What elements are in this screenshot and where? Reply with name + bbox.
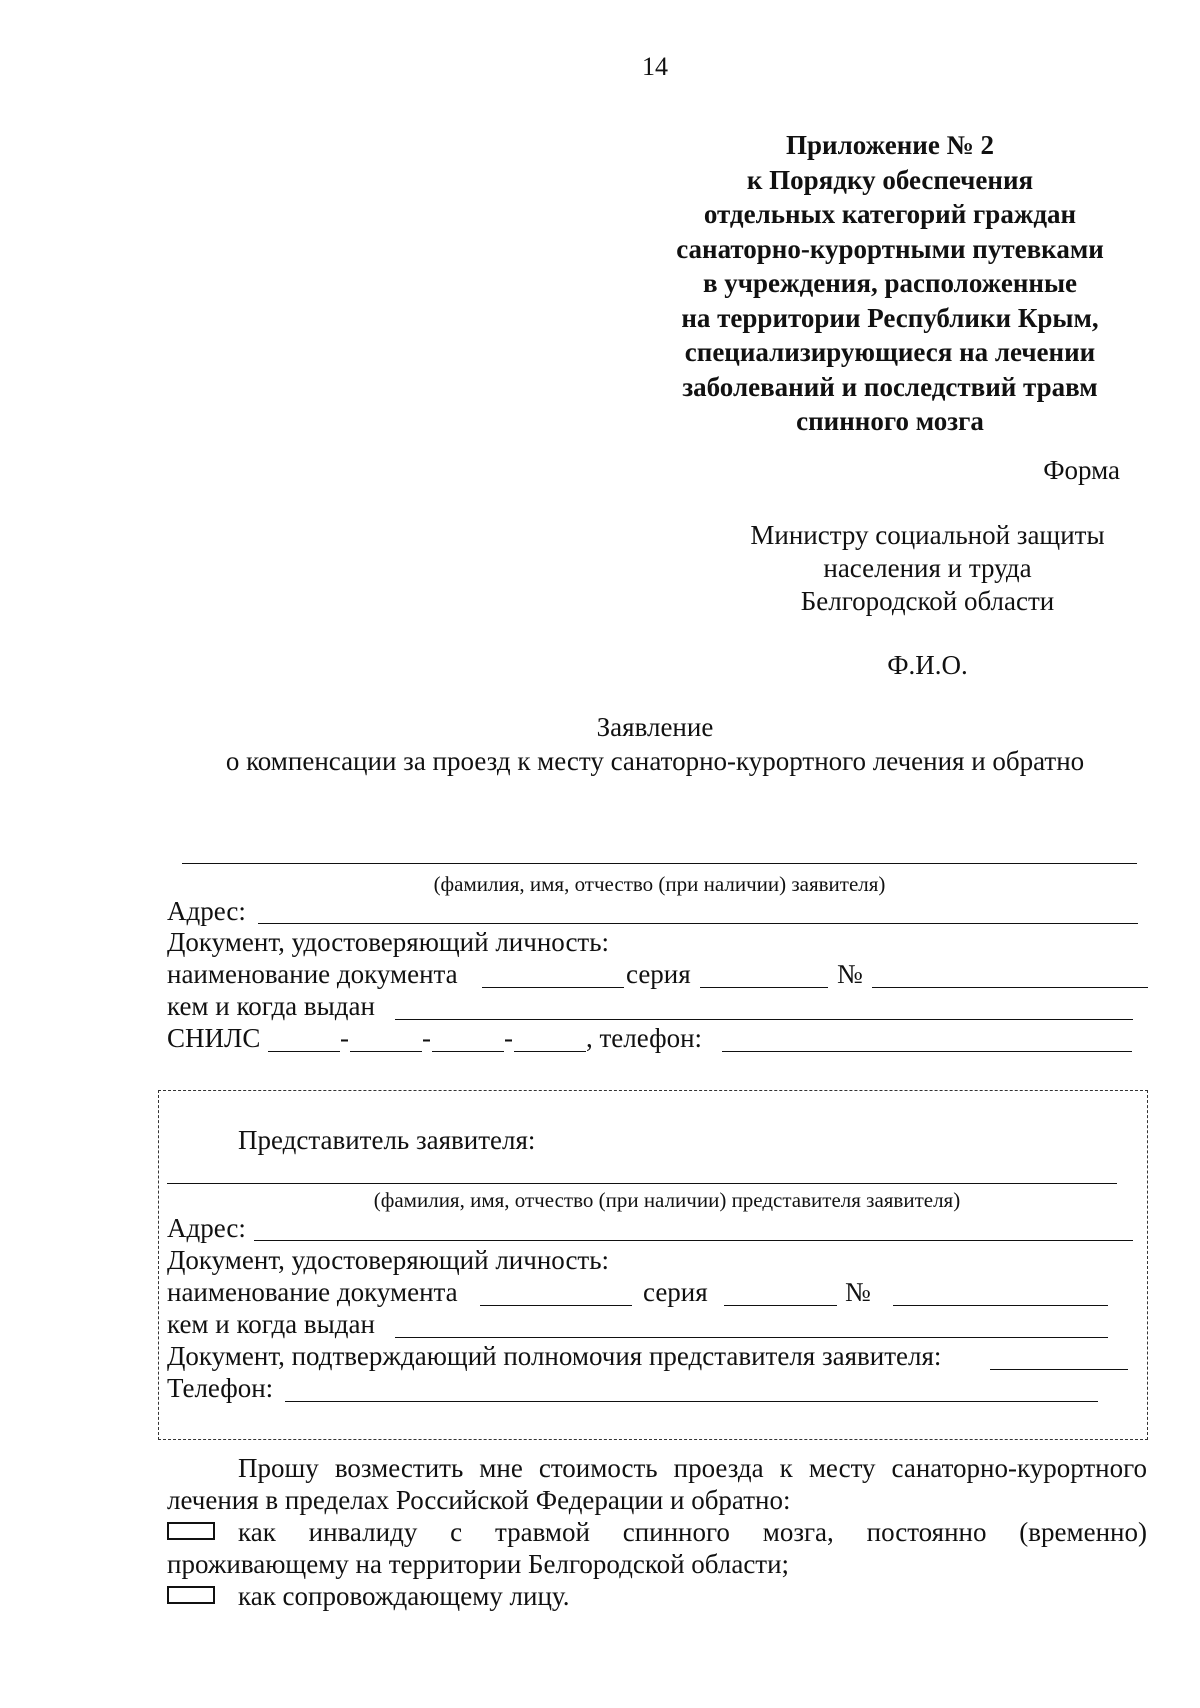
applicant-phone-field[interactable] xyxy=(722,1051,1132,1052)
option-disabled-label-cont: проживающему на территории Белгородской области; xyxy=(167,1549,790,1579)
representative-issued-field[interactable] xyxy=(395,1337,1108,1338)
option-disabled-label: как инвалиду с травмой спинного мозга, постоянно (временно) xyxy=(238,1517,1147,1547)
representative-id-doc-label: Документ, удостоверяющий личность: xyxy=(167,1245,610,1275)
appendix-line: санаторно-курортными путевками xyxy=(676,233,1104,264)
appendix-line: спинного мозга xyxy=(796,406,984,436)
applicant-doc-name-label: наименование документа xyxy=(167,959,458,989)
appendix-line: Приложение № 2 xyxy=(786,130,994,160)
appendix-line: к Порядку обеспечения xyxy=(746,164,1034,195)
applicant-phone-label: , телефон: xyxy=(586,1023,703,1053)
representative-number-label: № xyxy=(845,1277,871,1307)
snils-dash: - xyxy=(340,1023,349,1053)
applicant-series-label: серия xyxy=(626,959,691,989)
appendix-line: отдельных категорий граждан xyxy=(703,199,1077,229)
representative-name-caption: (фамилия, имя, отчество (при наличии) представителя заявителя) xyxy=(373,1188,961,1212)
applicant-issued-field[interactable] xyxy=(395,1019,1133,1020)
representative-phone-field[interactable] xyxy=(285,1401,1098,1402)
recipient-line: Министру социальной защиты xyxy=(750,520,1105,550)
appendix-header xyxy=(640,128,1140,439)
representative-heading: Представитель заявителя: xyxy=(238,1125,536,1155)
applicant-number-field[interactable] xyxy=(872,987,1148,988)
applicant-series-field[interactable] xyxy=(700,987,828,988)
applicant-issued-label: кем и когда выдан xyxy=(167,991,375,1021)
applicant-id-doc-label: Документ, удостоверяющий личность: xyxy=(167,927,610,957)
appendix-line: заболеваний и последствий травм xyxy=(682,371,1098,402)
applicant-snils-label: СНИЛС xyxy=(167,1023,261,1053)
representative-doc-name-label: наименование документа xyxy=(167,1277,458,1307)
applicant-doc-name-field[interactable] xyxy=(482,987,624,988)
appendix-line: в учреждения, расположенные xyxy=(702,268,1078,298)
representative-phone-label: Телефон: xyxy=(167,1373,274,1403)
recipient-line: Белгородской области xyxy=(800,586,1055,616)
snils-dash: - xyxy=(422,1023,431,1053)
representative-address-label: Адрес: xyxy=(167,1213,246,1243)
snils-part-2-field[interactable] xyxy=(350,1051,422,1052)
snils-dash: - xyxy=(504,1023,513,1053)
representative-series-field[interactable] xyxy=(724,1305,837,1306)
recipient-line: населения и труда xyxy=(823,553,1032,583)
representative-authority-field[interactable] xyxy=(990,1369,1128,1370)
representative-doc-name-field[interactable] xyxy=(480,1305,632,1306)
statement-title: Заявление xyxy=(596,712,714,742)
page-number: 14 xyxy=(642,52,668,81)
applicant-address-label: Адрес: xyxy=(167,896,246,926)
applicant-number-label: № xyxy=(837,959,863,989)
representative-number-field[interactable] xyxy=(893,1305,1108,1306)
representative-name-field[interactable] xyxy=(167,1183,1117,1184)
snils-part-3-field[interactable] xyxy=(432,1051,504,1052)
recipient-fio: Ф.И.О. xyxy=(887,650,968,680)
snils-part-1-field[interactable] xyxy=(268,1051,340,1052)
form-label: Форма xyxy=(1043,455,1120,485)
representative-address-field[interactable] xyxy=(254,1240,1133,1241)
appendix-line: на территории Республики Крым, xyxy=(681,302,1099,333)
representative-series-label: серия xyxy=(643,1277,708,1307)
request-line-1: Прошу возместить мне стоимость проезда к месту санаторно-курортного xyxy=(238,1453,1147,1483)
option-companion-checkbox[interactable] xyxy=(167,1586,215,1604)
appendix-line: специализирующиеся на лечении xyxy=(684,337,1096,367)
applicant-name-caption: (фамилия, имя, отчество (при наличии) заявителя) xyxy=(433,872,886,896)
applicant-address-field[interactable] xyxy=(258,923,1138,924)
snils-part-4-field[interactable] xyxy=(514,1051,586,1052)
statement-subtitle: о компенсации за проезд к месту санаторно-курортного лечения и обратно xyxy=(225,746,1085,776)
applicant-name-field[interactable] xyxy=(182,863,1137,864)
recipient-block xyxy=(700,519,1155,618)
representative-authority-label: Документ, подтверждающий полномочия представителя заявителя: xyxy=(167,1341,942,1371)
option-disabled-checkbox[interactable] xyxy=(167,1522,215,1540)
request-line-2: лечения в пределах Российской Федерации и обратно: xyxy=(167,1485,791,1515)
option-companion-label: как сопровождающему лицу. xyxy=(238,1581,570,1611)
representative-issued-label: кем и когда выдан xyxy=(167,1309,375,1339)
